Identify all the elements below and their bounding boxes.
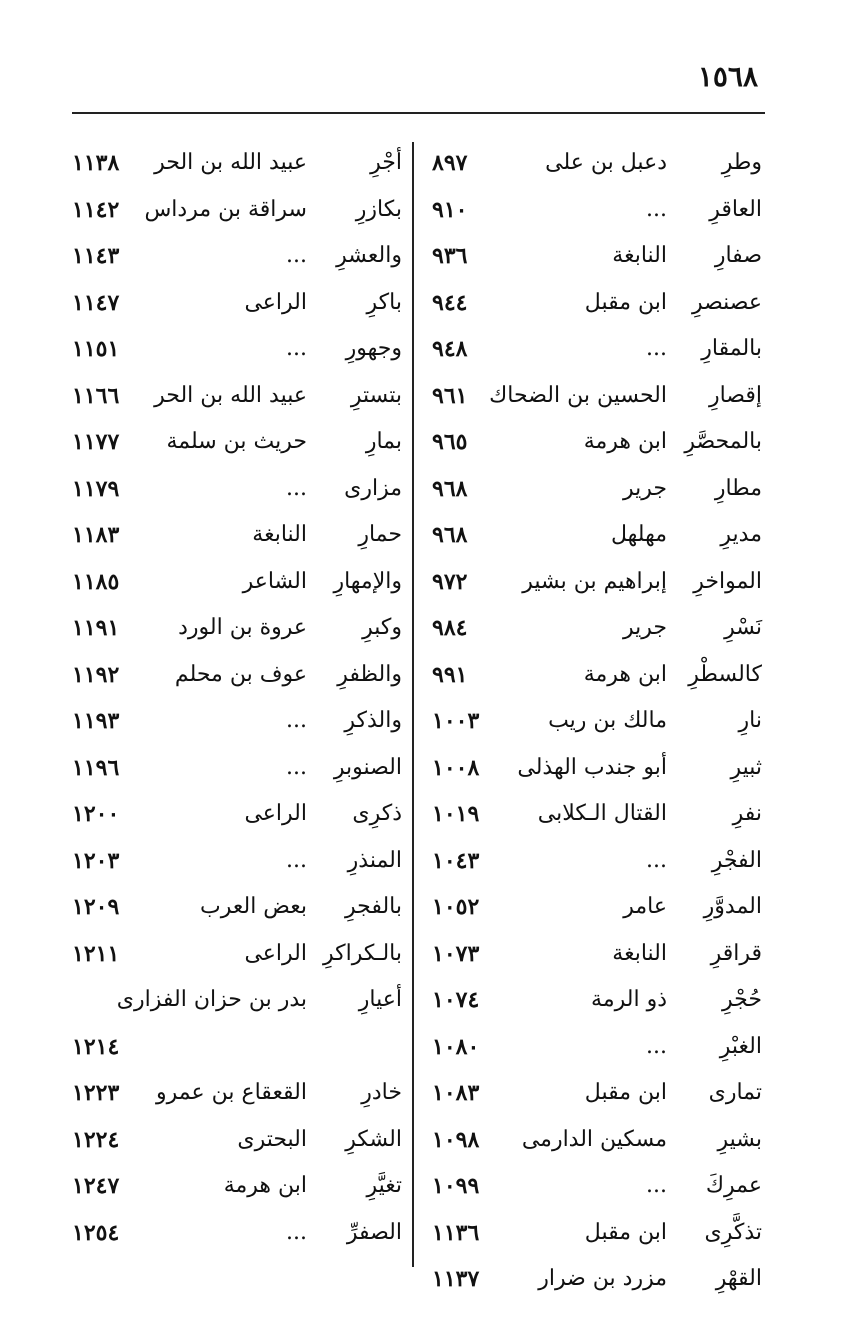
page-reference: ٩٦٥ bbox=[432, 429, 468, 455]
index-entry bbox=[432, 373, 762, 420]
rhyme-word: الشكرِ bbox=[345, 1126, 402, 1152]
rhyme-word: نفرِ bbox=[732, 801, 762, 826]
index-entry bbox=[72, 140, 402, 187]
poet-name: مزرد بن ضرار bbox=[538, 1266, 667, 1291]
page-reference: ٩٩١ bbox=[432, 661, 468, 688]
index-entry bbox=[432, 419, 762, 466]
poet-name: ابن مقبل bbox=[584, 1219, 667, 1245]
index-entry bbox=[72, 698, 402, 745]
poet-name: ... bbox=[646, 1033, 667, 1059]
page-reference: ١١٣٨ bbox=[72, 150, 120, 176]
header-rule bbox=[72, 112, 765, 114]
rhyme-word: وجهورِ bbox=[345, 336, 402, 361]
page-reference: ١٢٠٣ bbox=[72, 847, 120, 874]
page-reference: ١١٩١ bbox=[72, 615, 120, 641]
page-reference: ٩٤٨ bbox=[432, 336, 468, 362]
index-entry bbox=[432, 652, 762, 699]
index-entry bbox=[432, 1070, 762, 1117]
rhyme-word: ذكرِى bbox=[352, 801, 402, 826]
poet-name: القعقاع بن عمرو bbox=[156, 1080, 307, 1105]
page-reference: ٨٩٧ bbox=[432, 150, 468, 176]
page-reference: ١١٤٧ bbox=[72, 289, 120, 316]
page-reference: ١١٥١ bbox=[72, 336, 120, 362]
rhyme-word: والعشرِ bbox=[336, 243, 402, 268]
page-reference: ١٢٢٣ bbox=[72, 1080, 120, 1106]
poet-name: ... bbox=[286, 708, 307, 733]
index-entry bbox=[432, 1163, 762, 1210]
poet-name: الراعى bbox=[244, 801, 307, 826]
index-entry bbox=[72, 791, 402, 838]
page-reference: ١٠٩٩ bbox=[432, 1173, 480, 1199]
index-entry bbox=[432, 745, 762, 792]
page-reference: ٩٦١ bbox=[432, 382, 468, 409]
page-reference: ١٢٠٠ bbox=[72, 801, 120, 827]
rhyme-word: وطرِ bbox=[721, 150, 762, 175]
rhyme-word: بكازرِ bbox=[355, 196, 402, 222]
poet-name: بدر بن حزان الفزارى bbox=[116, 987, 307, 1012]
poet-name: إبراهيم بن بشير bbox=[522, 568, 667, 594]
rhyme-word: بالـكراكرِ bbox=[323, 940, 402, 966]
poet-name: النابغة bbox=[612, 940, 667, 966]
index-entry bbox=[72, 233, 402, 280]
rhyme-word: صفارِ bbox=[714, 243, 762, 268]
poet-name: النابغة bbox=[252, 522, 307, 547]
page-reference: ١١٣٧ bbox=[432, 1266, 480, 1292]
rhyme-word: بالفجرِ bbox=[345, 894, 402, 919]
rhyme-word: حُجْرِ bbox=[722, 987, 762, 1012]
rhyme-word: المدوَّرِ bbox=[703, 894, 762, 919]
rhyme-word: الفجْرِ bbox=[711, 847, 762, 873]
index-entry bbox=[432, 791, 762, 838]
poet-name: ابن مقبل bbox=[584, 289, 667, 315]
page-reference: ١١٩٦ bbox=[72, 754, 120, 781]
poet-name: مهلهل bbox=[610, 522, 667, 547]
index-entry bbox=[432, 605, 762, 652]
poet-name: الراعى bbox=[244, 289, 307, 315]
index-entry bbox=[72, 466, 402, 513]
rhyme-word: نَسْرِ bbox=[724, 615, 762, 640]
page-reference: ١٠٠٨ bbox=[432, 754, 480, 781]
page-reference: ١٠١٩ bbox=[432, 801, 480, 827]
rhyme-word: حمارِ bbox=[358, 522, 402, 547]
page-reference: ١١٣٦ bbox=[432, 1219, 480, 1246]
index-entry bbox=[432, 977, 762, 1024]
poet-name: جرير bbox=[623, 475, 667, 501]
poet-name: ابن مقبل bbox=[584, 1080, 667, 1105]
index-entry bbox=[72, 280, 402, 327]
rhyme-word: بمارِ bbox=[365, 429, 402, 454]
poet-name: عروة بن الورد bbox=[178, 615, 307, 640]
rhyme-word: العاقرِ bbox=[709, 196, 762, 222]
page-number: ١٥٦٨ bbox=[697, 60, 758, 93]
rhyme-word: كالسطْرِ bbox=[688, 661, 762, 687]
poet-name: دعبل بن على bbox=[545, 150, 667, 175]
page-reference: ١٢٥٤ bbox=[72, 1219, 120, 1246]
poet-name: أبو جندب الهذلى bbox=[517, 754, 667, 780]
index-entry bbox=[72, 559, 402, 606]
index-entry bbox=[432, 884, 762, 931]
page-reference: ١٠٩٨ bbox=[432, 1126, 480, 1153]
rhyme-word: الصنوبرِ bbox=[333, 754, 402, 780]
index-entry bbox=[432, 931, 762, 978]
index-entry bbox=[432, 559, 762, 606]
rhyme-word: باكرِ bbox=[366, 289, 402, 315]
poet-name: ذو الرمة bbox=[591, 987, 667, 1012]
poet-name: ... bbox=[646, 336, 667, 361]
page-reference: ١٢١٤ bbox=[72, 1033, 120, 1060]
page-reference: ٩٨٤ bbox=[432, 615, 468, 641]
poet-name: النابغة bbox=[612, 243, 667, 268]
index-entry bbox=[432, 698, 762, 745]
index-entry bbox=[72, 1024, 402, 1071]
index-entry bbox=[432, 280, 762, 327]
rhyme-word: والإمهارِ bbox=[333, 568, 402, 594]
index-entry bbox=[72, 931, 402, 978]
page-reference: ١١٨٥ bbox=[72, 568, 120, 595]
poet-name: الشاعر bbox=[242, 568, 307, 594]
rhyme-word: المنذرِ bbox=[347, 847, 402, 873]
rhyme-word: عمرِكَ bbox=[705, 1173, 762, 1198]
poet-name: ... bbox=[286, 1219, 307, 1245]
rhyme-word: بالمحصَّرِ bbox=[684, 429, 762, 454]
index-entry bbox=[432, 1024, 762, 1071]
poet-name: عبيد الله بن الحر bbox=[154, 382, 307, 408]
index-entry bbox=[72, 187, 402, 234]
rhyme-word: تذكَّرِى bbox=[704, 1219, 762, 1245]
index-entry bbox=[72, 1163, 402, 1210]
index-entry bbox=[432, 838, 762, 885]
page-reference: ١٠٨٣ bbox=[432, 1080, 480, 1106]
rhyme-word: أجْرِ bbox=[370, 150, 402, 175]
poet-name: ابن هرمة bbox=[583, 429, 667, 454]
index-entry bbox=[72, 1070, 402, 1117]
index-entry bbox=[432, 1117, 762, 1164]
index-entry bbox=[72, 652, 402, 699]
page-reference: ٩٦٨ bbox=[432, 522, 468, 548]
rhyme-word: والذكرِ bbox=[344, 708, 402, 733]
rhyme-word: نارِ bbox=[738, 708, 762, 733]
rhyme-word: مديرِ bbox=[720, 522, 762, 547]
index-entry bbox=[72, 977, 402, 1024]
poet-name: حريث بن سلمة bbox=[166, 429, 307, 454]
rhyme-word: الصفرِّ bbox=[346, 1219, 402, 1245]
page-reference: ١١٩٣ bbox=[72, 708, 120, 734]
page-reference: ١١٦٦ bbox=[72, 382, 120, 409]
index-entry bbox=[72, 605, 402, 652]
page-reference: ٩١٠ bbox=[432, 196, 468, 223]
rhyme-word: عصنصرِ bbox=[691, 289, 762, 315]
index-entry bbox=[432, 326, 762, 373]
page-reference: ٩٧٢ bbox=[432, 568, 468, 595]
poet-name: عبيد الله بن الحر bbox=[154, 150, 307, 175]
poet-name: ... bbox=[286, 754, 307, 780]
poet-name: ... bbox=[646, 847, 667, 873]
index-entry bbox=[432, 233, 762, 280]
poet-name: عامر bbox=[623, 894, 667, 919]
poet-name: جرير bbox=[623, 615, 667, 640]
page-reference: ١٠٨٠ bbox=[432, 1033, 480, 1060]
index-entry bbox=[432, 512, 762, 559]
poet-name: ... bbox=[286, 336, 307, 361]
rhyme-word: والظفرِ bbox=[337, 661, 402, 687]
page-reference: ١٢١١ bbox=[72, 940, 120, 967]
rhyme-word: الغبْرِ bbox=[719, 1033, 762, 1059]
poet-name: عوف بن محلم bbox=[174, 661, 307, 687]
rhyme-word: المواخرِ bbox=[693, 568, 762, 594]
rhyme-word: تمارى bbox=[708, 1080, 762, 1105]
rhyme-word: بشيرِ bbox=[717, 1126, 762, 1152]
rhyme-word: وكبرِ bbox=[362, 615, 402, 640]
rhyme-word: بتسترِ bbox=[350, 382, 402, 408]
index-entry bbox=[72, 326, 402, 373]
poet-name: بعض العرب bbox=[200, 894, 307, 919]
page-reference: ١١٧٧ bbox=[72, 429, 120, 455]
rhyme-word: ثبيرِ bbox=[730, 754, 762, 780]
poet-name: مالك بن ريب bbox=[548, 708, 667, 733]
page-reference: ١٢٠٩ bbox=[72, 894, 120, 920]
rhyme-word: قراقرِ bbox=[710, 940, 762, 966]
page-reference: ١١٩٢ bbox=[72, 661, 120, 688]
poet-name: ابن هرمة bbox=[223, 1173, 307, 1198]
poet-name: البحترى bbox=[237, 1126, 307, 1152]
page-reference: ٩٦٨ bbox=[432, 475, 468, 502]
index-entry bbox=[432, 1210, 762, 1257]
poet-name: ... bbox=[286, 243, 307, 268]
rhyme-word: مطارِ bbox=[714, 475, 762, 501]
index-entry bbox=[432, 466, 762, 513]
poet-name: ... bbox=[286, 475, 307, 501]
poet-name: ... bbox=[646, 1173, 667, 1198]
index-entry bbox=[72, 373, 402, 420]
page-reference: ٩٣٦ bbox=[432, 243, 468, 269]
rhyme-word: مزارى bbox=[344, 475, 402, 501]
index-column-left bbox=[72, 140, 402, 1256]
page-reference: ١١٤٣ bbox=[72, 243, 120, 269]
index-column-right bbox=[432, 140, 762, 1303]
poet-name: مسكين الدارمى bbox=[521, 1126, 667, 1152]
index-entry bbox=[432, 1256, 762, 1303]
rhyme-word: تغيَّرِ bbox=[366, 1173, 402, 1198]
page-reference: ١٢٢٤ bbox=[72, 1126, 120, 1153]
index-entry bbox=[72, 419, 402, 466]
index-entry bbox=[72, 1117, 402, 1164]
index-entry bbox=[72, 838, 402, 885]
page-reference: ١١٨٣ bbox=[72, 522, 120, 548]
rhyme-word: القهْرِ bbox=[715, 1266, 762, 1291]
page-reference: ١٠٠٣ bbox=[432, 708, 480, 734]
poet-name: الحسين بن الضحاك bbox=[489, 382, 667, 408]
page-reference: ١١٧٩ bbox=[72, 475, 120, 502]
page-reference: ١٠٧٤ bbox=[432, 987, 480, 1013]
page-reference: ١٠٧٣ bbox=[432, 940, 480, 967]
poet-name: ... bbox=[286, 847, 307, 873]
rhyme-word: أعيارِ bbox=[358, 987, 402, 1012]
page-reference: ٩٤٤ bbox=[432, 289, 468, 316]
page-reference: ١٠٥٢ bbox=[432, 894, 480, 920]
index-entry bbox=[72, 512, 402, 559]
poet-name: ابن هرمة bbox=[583, 661, 667, 687]
page-reference: ١٢٤٧ bbox=[72, 1173, 120, 1199]
index-entry bbox=[72, 884, 402, 931]
poet-name: ... bbox=[646, 196, 667, 222]
index-entry bbox=[432, 140, 762, 187]
poet-name: سراقة بن مرداس bbox=[144, 196, 307, 222]
poet-name: القتال الـكلابى bbox=[537, 801, 667, 826]
rhyme-word: خادرِ bbox=[361, 1080, 402, 1105]
poet-name: الراعى bbox=[244, 940, 307, 966]
index-entry bbox=[72, 1210, 402, 1257]
index-entry bbox=[432, 187, 762, 234]
page-reference: ١٠٤٣ bbox=[432, 847, 480, 874]
rhyme-word: بالمقارِ bbox=[701, 336, 762, 361]
rhyme-word: إقصارِ bbox=[708, 382, 762, 408]
column-divider bbox=[412, 142, 414, 1267]
index-entry bbox=[72, 745, 402, 792]
page-reference: ١١٤٢ bbox=[72, 196, 120, 223]
